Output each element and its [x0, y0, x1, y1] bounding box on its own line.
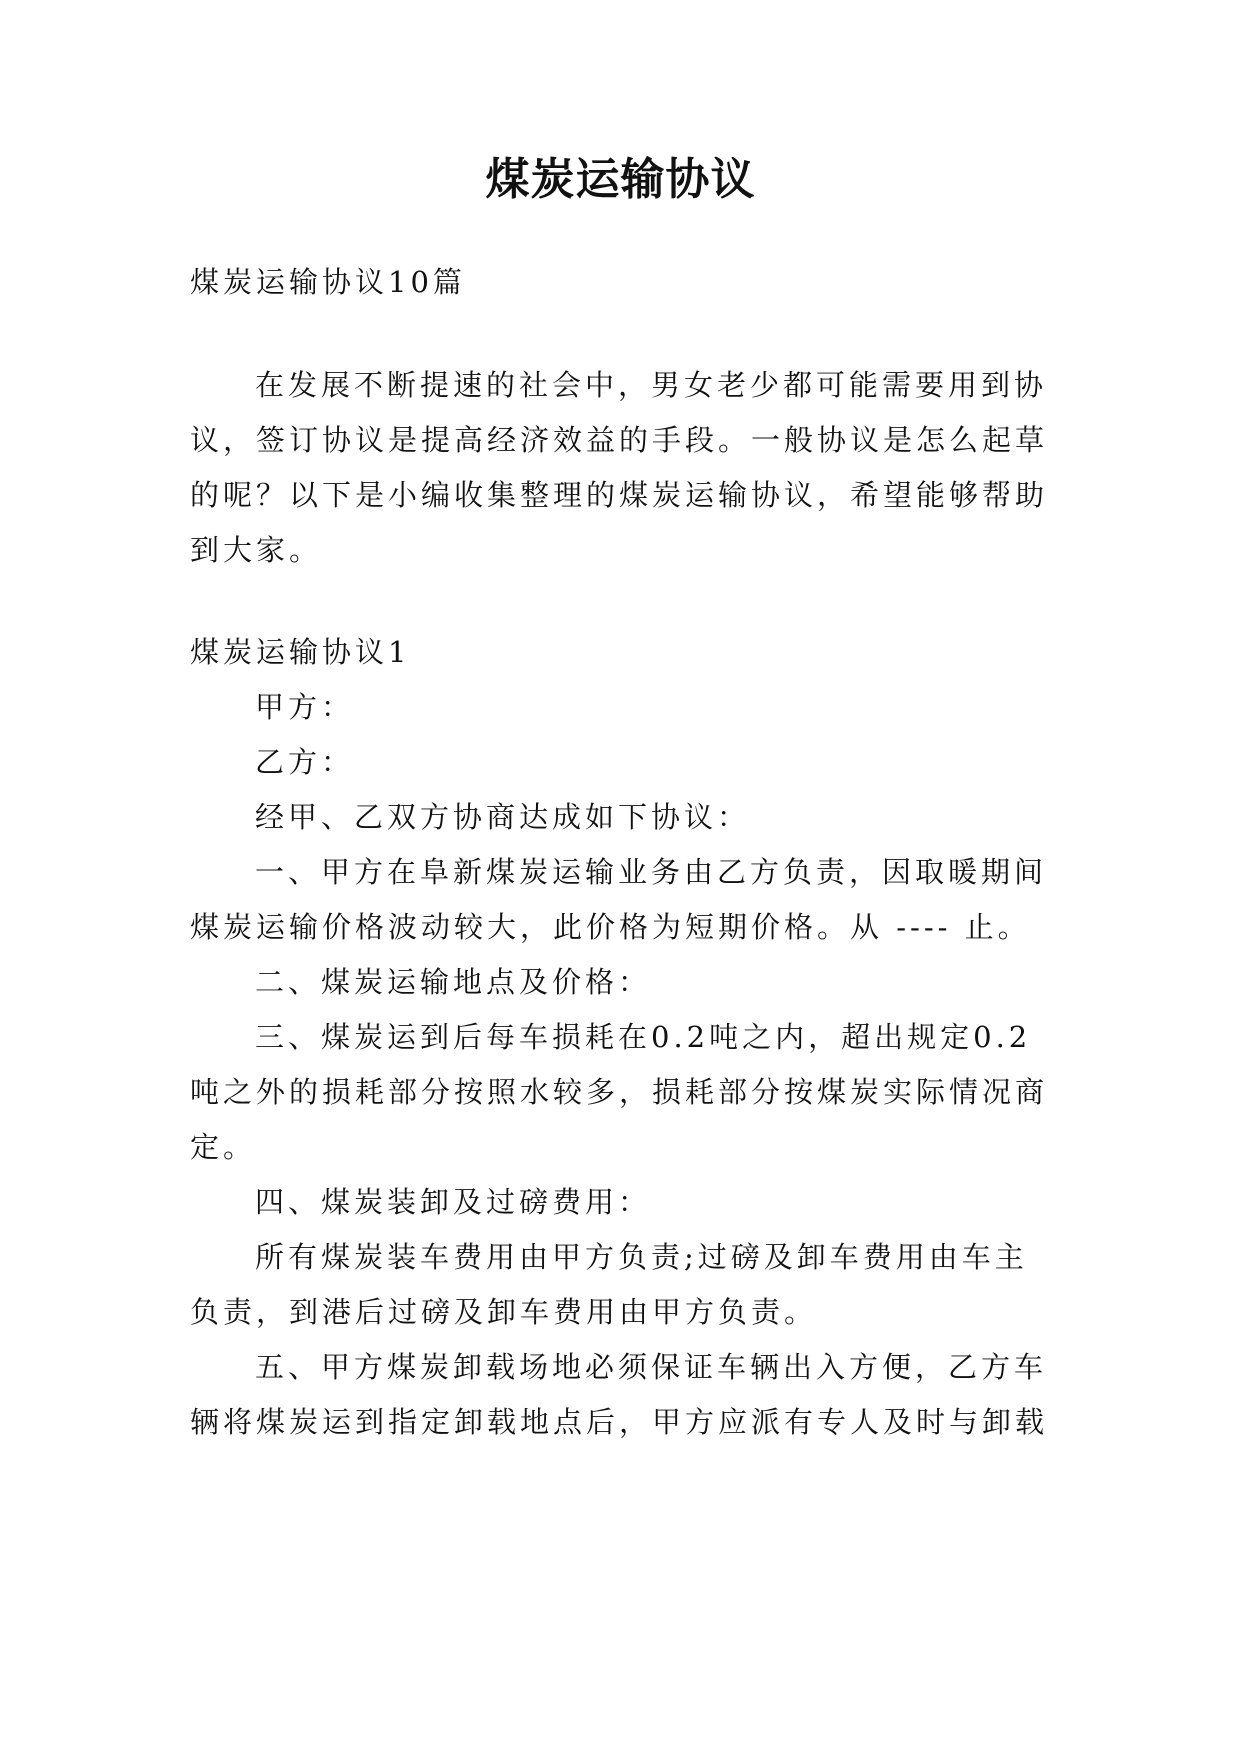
party-b-line: 乙方：: [255, 745, 355, 779]
party-a-line: 甲方：: [255, 690, 355, 724]
clause-1-line-2: 煤炭运输价格波动较大，此价格为短期价格。从 ---- 止。: [190, 910, 1031, 944]
document-subtitle: 煤炭运输协议10篇: [190, 265, 466, 299]
clause-4-body-line-1: 所有煤炭装车费用由甲方负责;过磅及卸车费用由车主: [255, 1240, 1028, 1274]
document-title: 煤炭运输协议: [485, 154, 756, 205]
intro-line-1: 在发展不断提速的社会中，男女老少都可能需要用到协: [255, 368, 1048, 402]
intro-line-4: 到大家。: [190, 533, 323, 567]
clause-5-line-2: 辆将煤炭运到指定卸载地点后，甲方应派有专人及时与卸载: [190, 1405, 1049, 1439]
section-title: 煤炭运输协议1: [190, 635, 411, 669]
clause-3-line-3: 定。: [190, 1130, 257, 1164]
clause-3-line-2: 吨之外的损耗部分按照水较多，损耗部分按煤炭实际情况商: [190, 1075, 1049, 1109]
clause-5-line-1: 五、甲方煤炭卸载场地必须保证车辆出入方便，乙方车: [255, 1350, 1048, 1384]
intro-line-3: 的呢？以下是小编收集整理的煤炭运输协议，希望能够帮助: [190, 478, 1049, 512]
clause-3-line-1: 三、煤炭运到后每车损耗在0.2吨之内，超出规定0.2: [255, 1020, 1032, 1054]
clause-4: 四、煤炭装卸及过磅费用：: [255, 1185, 652, 1219]
agreement-lead: 经甲、乙双方协商达成如下协议：: [255, 800, 751, 834]
clause-4-body-line-2: 负责，到港后过磅及卸车费用由甲方负责。: [190, 1295, 818, 1329]
clause-2: 二、煤炭运输地点及价格：: [255, 965, 652, 999]
intro-line-2: 议，签订协议是提高经济效益的手段。一般协议是怎么起草: [190, 423, 1049, 457]
clause-1-line-1: 一、甲方在阜新煤炭运输业务由乙方负责，因取暖期间: [255, 855, 1048, 889]
